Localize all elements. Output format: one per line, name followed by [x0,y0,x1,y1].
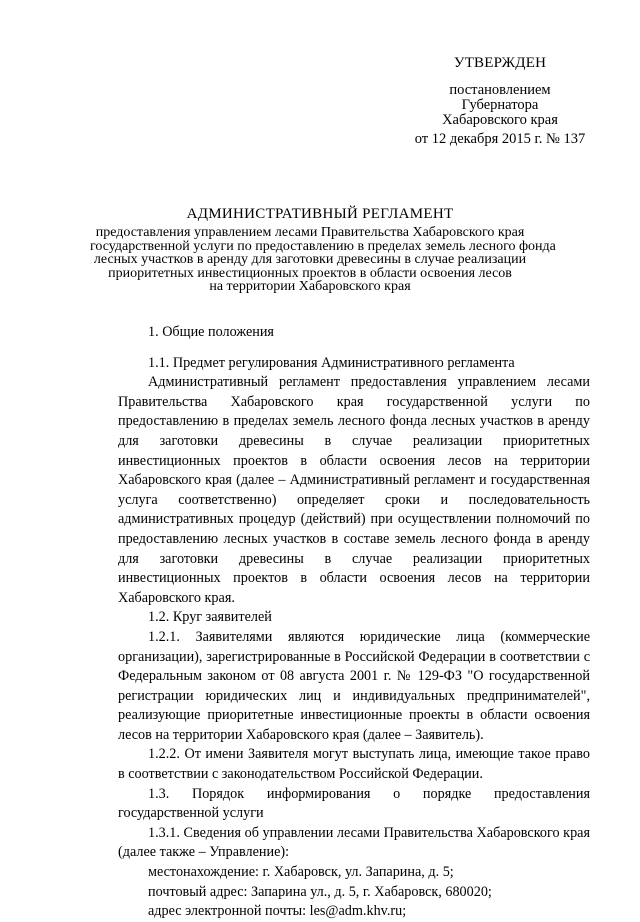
approval-heading: УТВЕРЖДЕН [453,55,547,71]
subsection-heading: 1.3. Порядок информирования о порядке предоставления государственной услуги [118,785,590,822]
contact-location: местонахождение: г. Хабаровск, ул. Запарина, д. 5; [148,864,454,881]
contact-postal-address: почтовый адрес: Запарина ул., д. 5, г. Хабаровск, 680020; [148,883,492,900]
document-body [118,323,590,922]
subtitle-line: государственной услуги по предоставлению в пределах земель лесного фонда [90,238,556,254]
paragraph: 1.3.1. Сведения об управлении лесами Правительства Хабаровского края (далее также – Управление): [118,824,590,861]
subsection-heading: 1.1. Предмет регулирования Административного регламента [148,354,515,371]
subtitle-line: лесных участков в аренду для заготовки древесины в случае реализации [93,252,527,267]
section-heading: 1. Общие положения [148,324,274,340]
approval-block [380,56,620,147]
approval-date: от 12 декабря 2015 г. № 137 [414,131,586,147]
paragraph: 1.2.1. Заявителями являются юридические лица (коммерческие организации), зарегистрированные в Российской Федерации в соответствии с Федеральным законом от 08 августа 2001 г. № 129-ФЗ "О государственной регистрации юридических лиц и индивидуальных предпринимателей", реализующие приоритетные инвестиционные проекты в области освоения лесов на территории Хабаровского края (далее – Заявитель). [118,628,590,743]
paragraph: 1.2.2. От имени Заявителя могут выступать лица, имеющие такое право в соответствии с законодательством Российской Федерации. [118,746,590,783]
paragraph: Административный регламент предоставления управлением лесами Правительства Хабаровского края государственной услуги по предоставлению в пределах земель лесного фонда лесных участков в аренду для заготовки древесины в случае реализации приоритетных инвестиционных проектов в области освоения лесов на территории Хабаровского края (далее – Административный регламент и государственная услуга соответственно) определяет сроки и последовательность административных процедур (действий) при осуществлении полномочий по предоставлению лесных участков в составе земель лесного фонда в аренду для заготовки древесины в случае реализации приоритетных инвестиционных проектов в области освоения лесов на территории Хабаровского края. [118,374,590,606]
contact-email: адрес электронной почты: les@adm.khv.ru; [148,903,407,920]
approval-line: постановлением [449,82,551,98]
subsection-heading: 1.2. Круг заявителей [148,609,272,626]
document-title: АДМИНИСТРАТИВНЫЙ РЕГЛАМЕНТ [186,206,454,222]
document-subtitle [90,225,556,294]
subtitle-line: предоставления управлением лесами Правительства Хабаровского края [95,225,525,240]
approval-line: Хабаровского края [442,112,558,128]
subtitle-line: приоритетных инвестиционных проектов в области освоения лесов [108,265,512,281]
subtitle-line: на территории Хабаровского края [209,279,411,294]
approval-line: Губернатора [461,97,539,113]
